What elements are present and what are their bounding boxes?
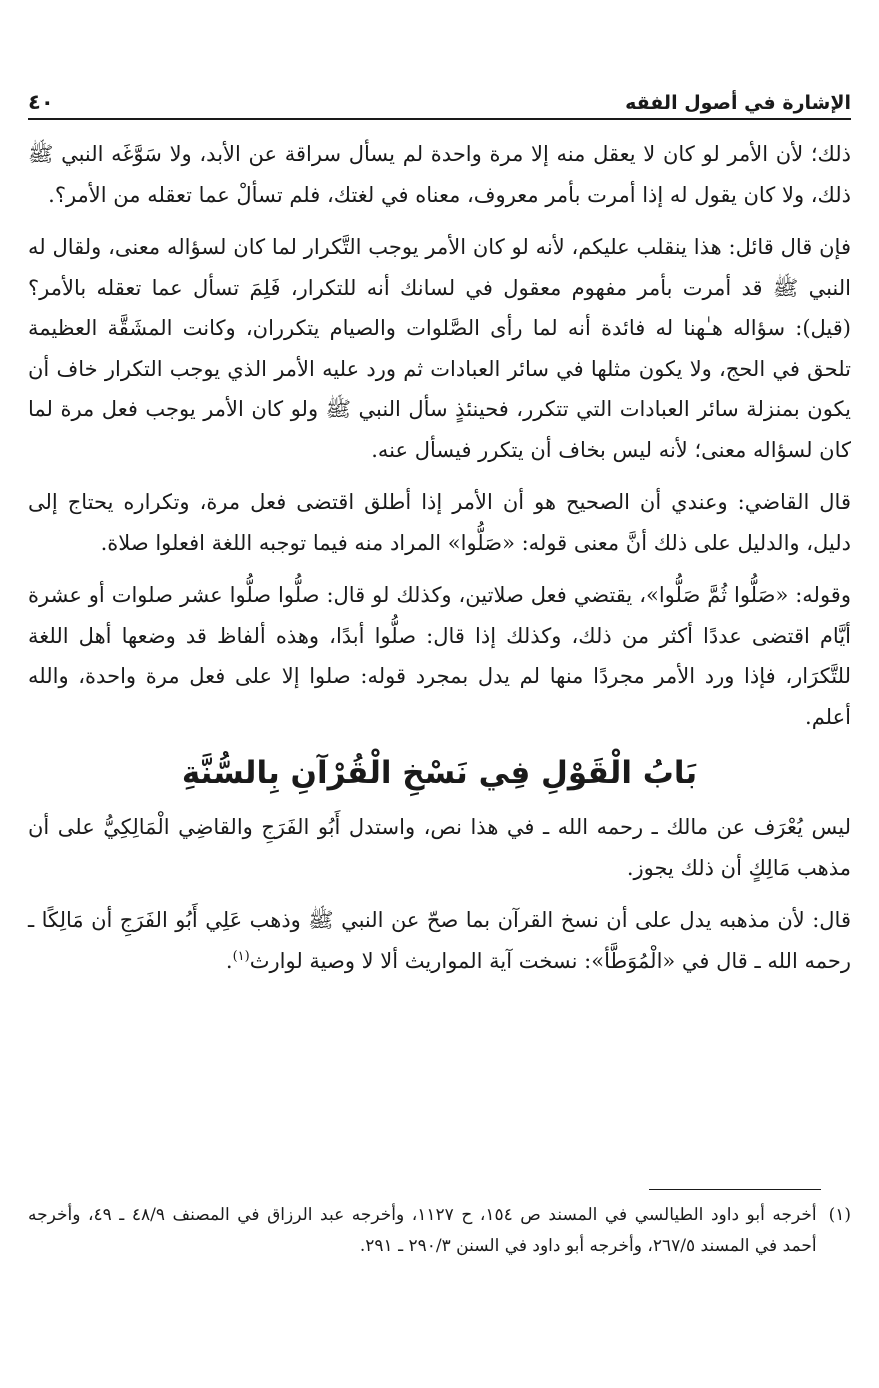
paragraph-1: ذلك؛ لأن الأمر لو كان لا يعقل منه إلا مرة واحدة لم يسأل سراقة عن الأبد، ولا سَوَّغَه النبي ﷺ ذلك، ولا كان يقول له إذا أمرت بأمر معروف، معناه في لغتك، فلم تسألْ عما تعقله من الأمر؟. bbox=[28, 142, 851, 207]
main-text bbox=[28, 134, 851, 993]
paragraph-4: وقوله: «صَلُّوا ثُمَّ صَلُّوا»، يقتضي فعل صلاتين، وكذلك لو قال: صلُّوا صلُّوا عشر صلوات أو عشرة أيَّام اقتضى عددًا أكثر من ذلك، وكذلك إذا قال: صلُّوا أبدًا، وهذه ألفاظ قد وضعها أهل اللغة للتَّكرَار، فإذا ورد الأمر مجردًا منها لم يدل بمجرد قوله: صلوا إلا على فعل مرة واحدة، والله أعلم. bbox=[28, 583, 851, 729]
footnote bbox=[28, 1200, 851, 1262]
paragraph-2: فإن قال قائل: هذا ينقلب عليكم، لأنه لو كان الأمر يوجب التَّكرار لما كان لسؤاله معنى، ولقال له النبي ﷺ قد أمرت بأمر مفهوم معقول في لسانك أنه للتكرار، فَلِمَ تسأل عما تعقله بالأمر؟ (قيل): سؤاله هـٰهنا له فائدة أنه لما رأى الصَّلوات والصيام يتكرران، وكانت المشَقَّة العظيمة تلحق في الحج، ولا يكون مثلها في سائر العبادات ثم ورد عليه الأمر الذي يوجب التكرار خاف أن يكون بمنزلة سائر العبادات التي تتكرر، فحينئذٍ سأل النبي ﷺ ولو كان الأمر يوجب فعل مرة لما كان لسؤاله معنى؛ لأنه ليس بخاف أن يتكرر فيسأل عنه. bbox=[28, 235, 851, 462]
page-number: ٤٠ bbox=[28, 90, 54, 114]
footnote-number: (١) bbox=[828, 1205, 851, 1225]
paragraph-3: قال القاضي: وعندي أن الصحيح هو أن الأمر إذا أطلق اقتضى فعل مرة، وتكراره يحتاج إلى دليل، والدليل على ذلك أنَّ معنى قوله: «صَلُّوا» المراد منه فيما توجبه اللغة افعلوا صلاة. bbox=[28, 490, 851, 555]
footnote-text: أخرجه أبو داود الطيالسي في المسند ص ١٥٤، ح ١١٢٧، وأخرجه عبد الرزاق في المصنف ٤٨/٩ ـ ٤٩، وأخرجه أحمد في المسند ٢٦٧/٥، وأخرجه أبو داود في السنن ٢٩٠/٣ ـ ٢٩١. bbox=[28, 1205, 817, 1256]
paragraph-6-end: . bbox=[225, 948, 233, 973]
chapter-heading: بَابُ الْقَوْلِ فِي نَسْخِ الْقُرْآنِ بِالسُّنَّةِ bbox=[181, 755, 698, 791]
paragraph-6-text: قال: لأن مذهبه يدل على أن نسخ القرآن بما صحّ عن النبي ﷺ وذهب عَلِي أَبُو الفَرَجِ أن مَالِكًا ـ رحمه الله ـ قال في «الْمُوَطَّأ»: نسخت آية المواريث ألا لا وصية لوارث bbox=[28, 908, 851, 973]
paragraph-6 bbox=[28, 900, 851, 981]
paragraph-5: ليس يُعْرَف عن مالك ـ رحمه الله ـ في هذا نص، واستدل أَبُو الفَرَجِ والقاضِي الْمَالِكِيُّ على أن مذهب مَالِكٍ أن ذلك يجوز. bbox=[28, 815, 851, 880]
footnote-divider bbox=[649, 1189, 821, 1190]
running-header bbox=[28, 84, 851, 120]
footnote-reference: (١) bbox=[232, 948, 250, 964]
running-title: الإشارة في أصول الفقه bbox=[625, 92, 851, 114]
